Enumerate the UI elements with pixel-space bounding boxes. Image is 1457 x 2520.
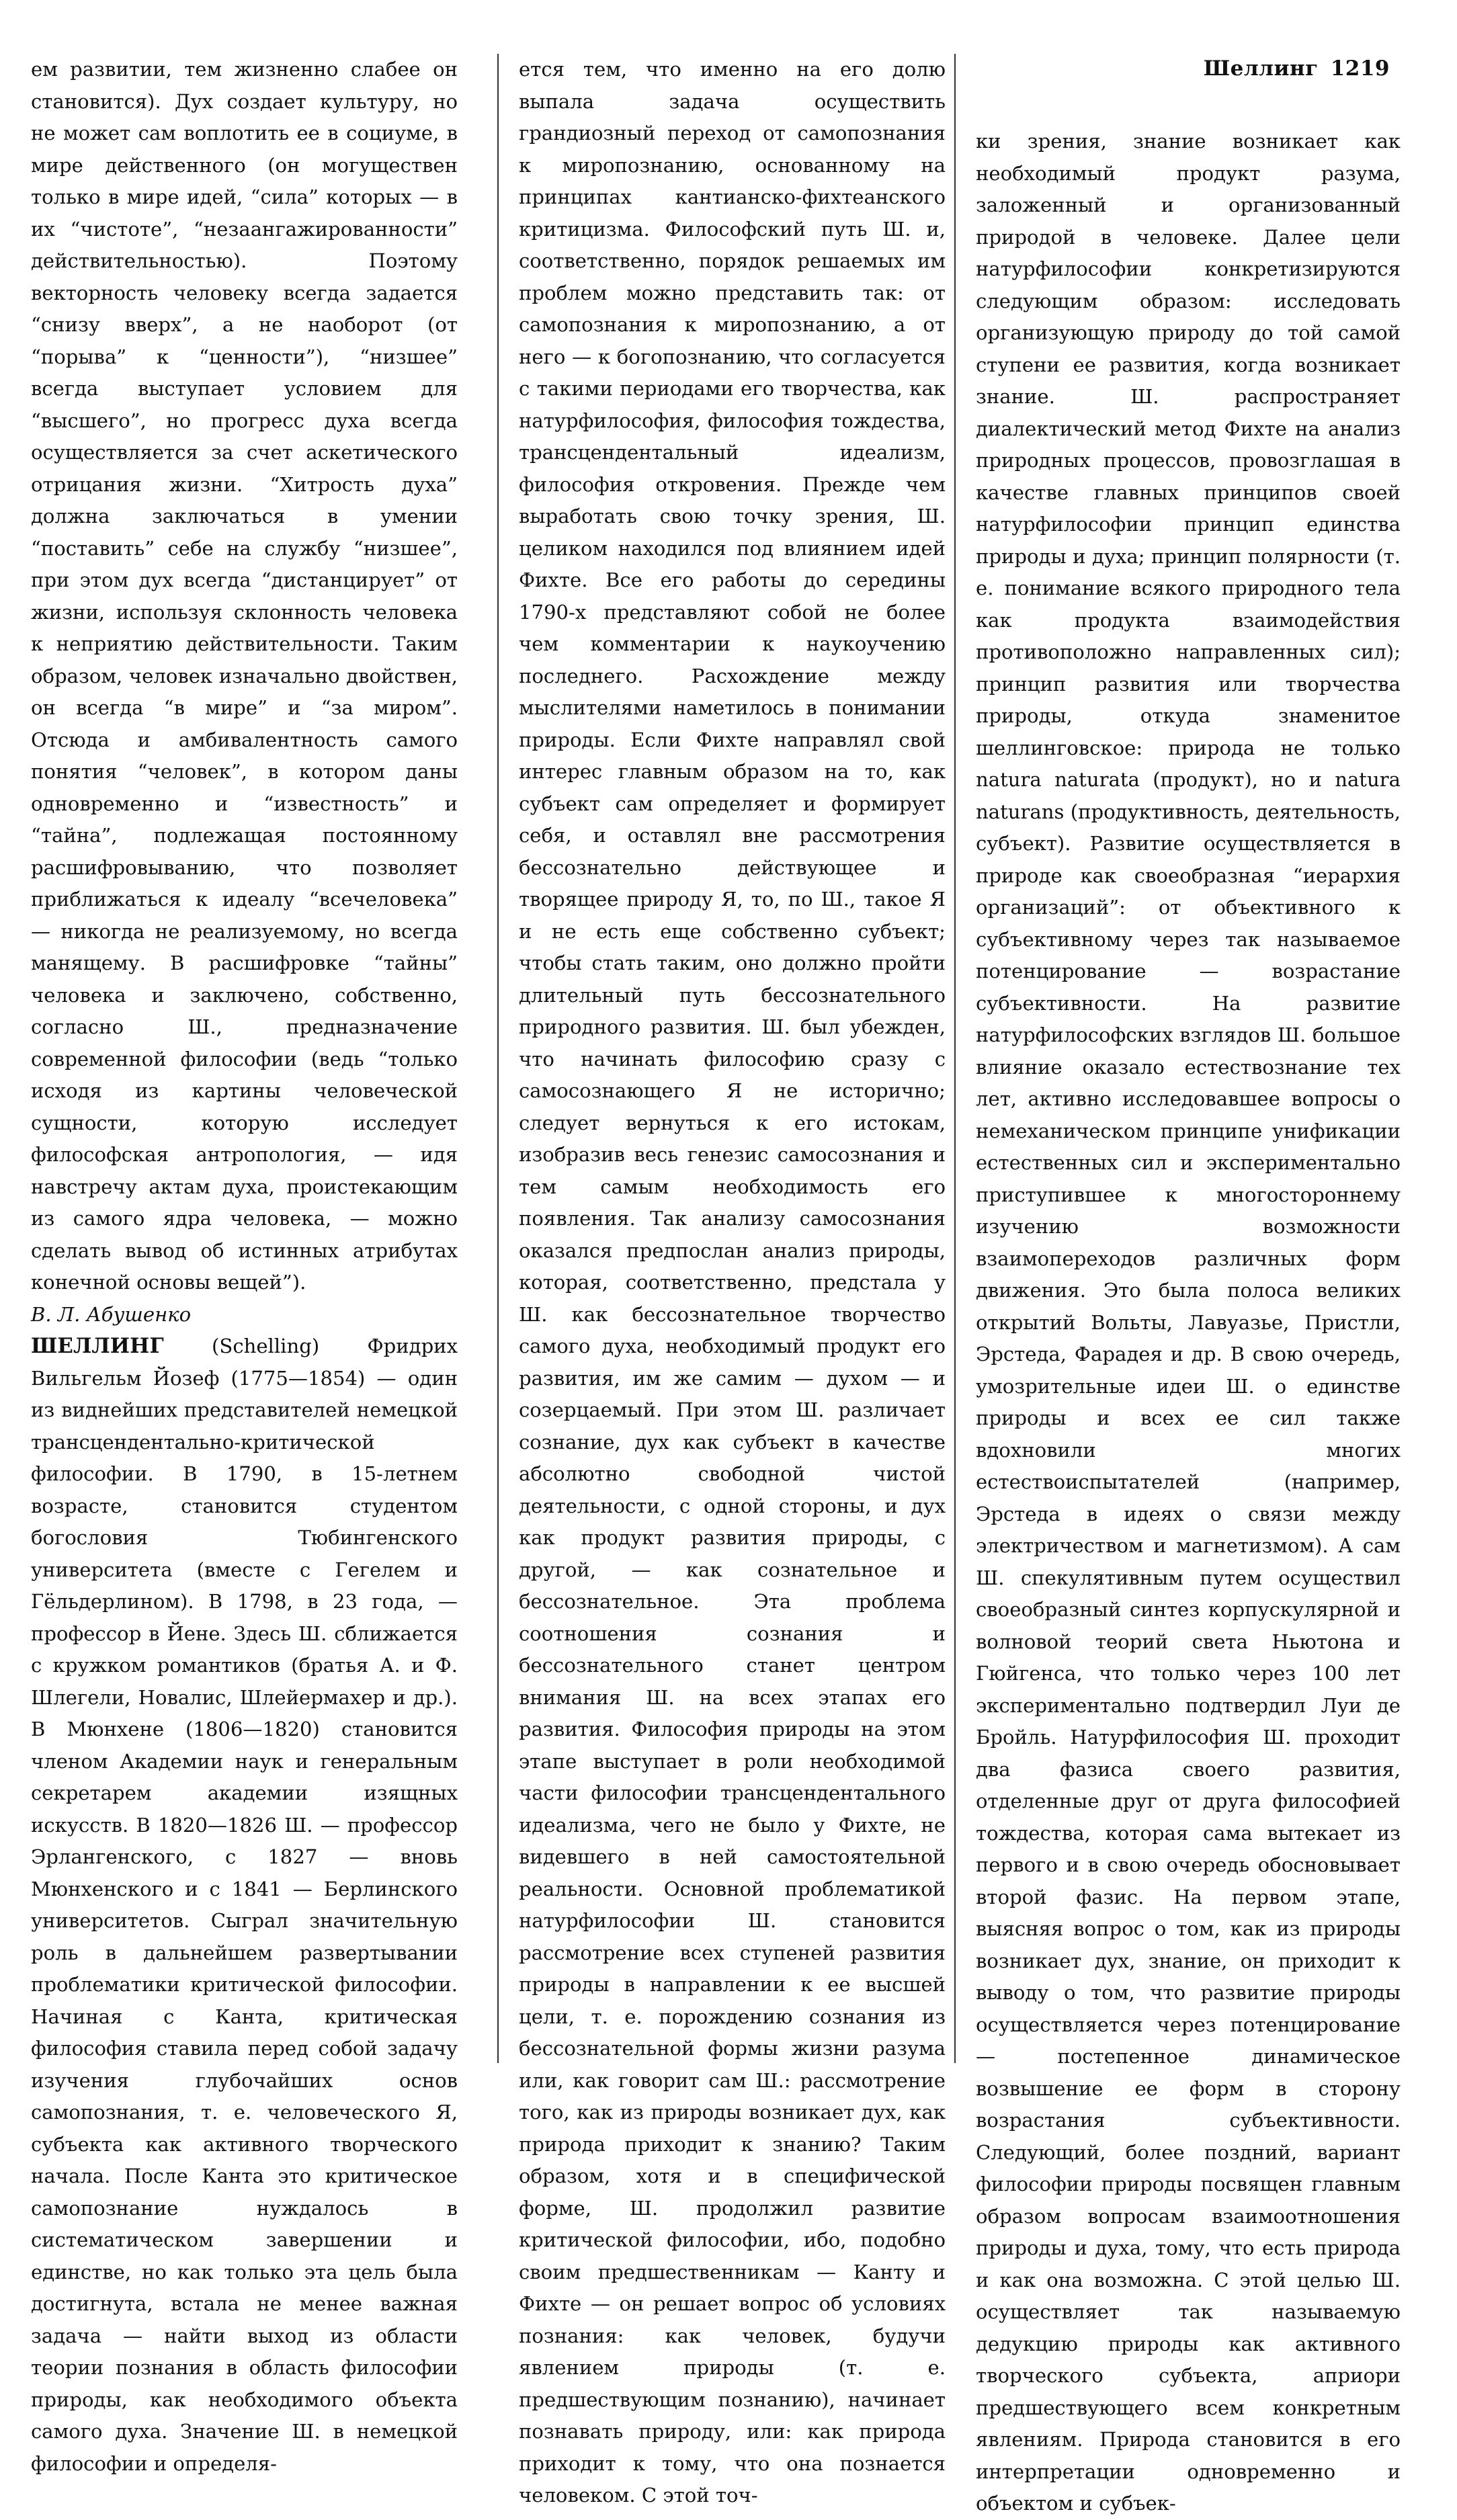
column-3 xyxy=(976,126,1401,2520)
page-number: 1219 xyxy=(1330,56,1390,81)
column-2 xyxy=(519,54,946,2512)
paragraph-continuation: ем развитии, тем жизненно слабее он становится). Дух создает культуру, но не может сам воплотить ее в социуме, в мире действенного (он могуществен только в мире идей, “сила” которых — в их “чистоте”, “незаангажированности” действительностью). Поэтому векторность человеку всегда задается “снизу вверх”, а не наоборот (от “порыва” к “ценности”), “низшее” всегда выступает условием для “высшего”, но прогресс духа всегда осуществляется за счет аскетического отрицания жизни. “Хитрость духа” должна заключаться в умении “поставить” себе на службу “низшее”, при этом дух всегда “дистанцирует” от жизни, используя склонность человека к неприятию действительности. Таким образом, человек изначально двойствен, он всегда “в мире” и “за миром”. Отсюда и амбивалентность самого понятия “человек”, в котором даны одновременно и “известность” и “тайна”, подлежащая постоянному расшифровыванию, что позволяет приближаться к идеалу “всечеловека” — никогда не реализуемому, но всегда манящему. В расшифровке “тайны” человека и заключено, собственно, согласно Ш., предназначение современной философии (ведь “только исходя из картины человеческой сущности, которую исследует философская антропология, — идя навстречу актам духа, проистекающим из самого ядра человека, — можно сделать вывод об истинных атрибутах конечной основы вещей”). xyxy=(31,58,458,1294)
entry-text: Фридрих Вильгельм Йозеф (1775—1854) — один из виднейших представителей немецкой трансцендентально-критической философии. В 1790, в 15-летнем возрасте, становится студентом богословия Тюбингенского университета (вместе с Гегелем и Гёльдерлином). В 1798, в 23 года, — профессор в Йене. Здесь Ш. сближается с кружком романтиков (братья А. и Ф. Шлегели, Новалис, Шлейермахер и др.). В Мюнхене (1806—1820) становится членом Академии наук и генеральным секретарем академии изящных искусств. В 1820—1826 Ш. — профессор Эрлангенского, с 1827 — вновь Мюнхенского и с 1841 — Берлинского университетов. Сыграл значительную роль в дальнейшем развертывании проблематики критической философии. Начиная с Канта, критическая философия ставила перед собой задачу изучения глубочайших основ самопознания, т. е. человеческого Я, субъекта как активного творческого начала. После Канта это критическое самопознание нуждалось в систематическом завершении и единстве, но как только эта цель была достигнута, встала не менее важная задача — найти выход из области теории познания в область философии природы, как необходимого объекта самого духа. Значение Ш. в немецкой философии и определя- xyxy=(31,1335,458,2475)
entry-paragraph xyxy=(31,1331,458,2480)
column-3-text: ки зрения, знание возникает как необходимый продукт разума, заложенный и организованный природой в человеке. Далее цели натурфилософии конкретизируются следующим образом: исследовать организующую природу до той самой ступени ее развития, когда возникает знание. Ш. распространяет диалектический метод Фихте на анализ природных процессов, провозглашая в качестве главных принципов своей натурфилософии принцип единства природы и духа; принцип полярности (т. е. понимание всякого природного тела как продукта взаимодействия противоположно направленных сил); принцип развития или творчества природы, откуда знаменитое шеллинговское: природа не только natura naturata (продукт), но и natura naturans (продуктивность, деятельность, субъект). Развитие осуществляется в природе как своеобразная “иерархия организаций”: от объективного к субъективному через так называемое потенцирование — возрастание субъективности. На развитие натурфилософских взглядов Ш. большое влияние оказало естествознание тех лет, активно исследовавшее вопросы о немеханическом принципе унификации естественных сил и экспериментально приступившее к многостороннему изучению возможности взаимопереходов различных форм движения. Это была полоса великих открытий Вольты, Лавуазье, Пристли, Эрстеда, Фарадея и др. В свою очередь, умозрительные идеи Ш. о единстве природы и всех ее сил также вдохновили многих естествоиспытателей (например, Эрстеда в идеях о связи между электричеством и магнетизмом). А сам Ш. спекулятивным путем осуществил своеобразный синтез корпускулярной и волновой теорий света Ньютона и Гюйгенса, что только через 100 лет экспериментально подтвердил Луи де Бройль. Натурфилософия Ш. проходит два фазиса своего развития, отделенные друг от друга философией тождества, которая сама вытекает из первого и в свою очередь обосновывает второй фазис. На первом этапе, выясняя вопрос о том, как из природы возникает дух, знание, он приходит к выводу о том, что развитие природы осуществляется через потенцирование — постепенное динамическое возвышение ее форм в сторону возрастания субъективности. Следующий, более поздний, вариант философии природы посвящен главным образом вопросам взаимоотношения природы и духа, тому, что есть природа и как она возможна. С этой целью Ш. осуществляет так называемую дедукцию природы как активного творческого субъекта, априори предшествующего всем конкретным явлениям. Природа становится в его интерпретации одновременно и объектом и субъек- xyxy=(976,130,1401,2515)
column-rule xyxy=(497,54,499,2063)
entry-headword: ШЕЛЛИНГ xyxy=(31,1334,164,1358)
running-header xyxy=(1204,56,1390,81)
author-signature: В. Л. Абушенко xyxy=(31,1302,192,1326)
column-1 xyxy=(31,54,458,2480)
header-title: Шеллинг xyxy=(1203,56,1319,81)
entry-latin-name: (Schelling) xyxy=(212,1335,320,1357)
column-rule xyxy=(954,54,956,2063)
column-2-text: ется тем, что именно на его долю выпала задача осуществить грандиозный переход от самопознания к миропознанию, основанному на принципах кантианско-фихтеанского критицизма. Философский путь Ш. и, соответственно, порядок решаемых им проблем можно представить так: от самопознания к миропознанию, а от него — к богопознанию, что согласуется с такими периодами его творчества, как натурфилософия, философия тождества, трансцендентальный идеализм, философия откровения. Прежде чем выработать свою точку зрения, Ш. целиком находился под влиянием идей Фихте. Все его работы до середины 1790-х представляют собой не более чем комментарии к наукоучению последнего. Расхождение между мыслителями наметилось в понимании природы. Если Фихте направлял свой интерес главным образом на то, как субъект сам определяет и формирует себя, и оставлял вне рассмотрения бессознательно действующее и творящее природу Я, то, по Ш., такое Я и не есть еще собственно субъект; чтобы стать таким, оно должно пройти длительный путь бессознательного природного развития. Ш. был убежден, что начинать философию сразу с самосознающего Я не исторично; следует вернуться к его истокам, изобразив весь генезис самосознания и тем самым необходимость его появления. Так анализу самосознания оказался предпослан анализ природы, которая, соответственно, предстала у Ш. как бессознательное творчество самого духа, необходимый продукт его развития, им же самим — духом — и созерцаемый. При этом Ш. различает сознание, дух как субъект в качестве абсолютно свободной чистой деятельности, с одной стороны, и дух как продукт развития природы, с другой, — как сознательное и бессознательное. Эта проблема соотношения сознания и бессознательного станет центром внимания Ш. на всех этапах его развития. Философия природы на этом этапе выступает в роли необходимой части философии трансцендентального идеализма, чего не было у Фихте, не видевшего в ней самостоятельной реальности. Основной проблематикой натурфилософии Ш. становится рассмотрение всех ступеней развития природы в направлении к ее высшей цели, т. е. порождению сознания из бессознательной формы жизни разума или, как говорит сам Ш.: рассмотрение того, как из природы возникает дух, как природа приходит к знанию? Таким образом, хотя и в специфической форме, Ш. продолжил развитие критической философии, ибо, подобно своим предшественникам — Канту и Фихте — он решает вопрос об условиях познания: как человек, будучи явлением природы (т. е. предшествующим познанию), начинает познавать природу, или: как природа приходит к тому, что она познается человеком. С этой точ- xyxy=(519,58,946,2507)
